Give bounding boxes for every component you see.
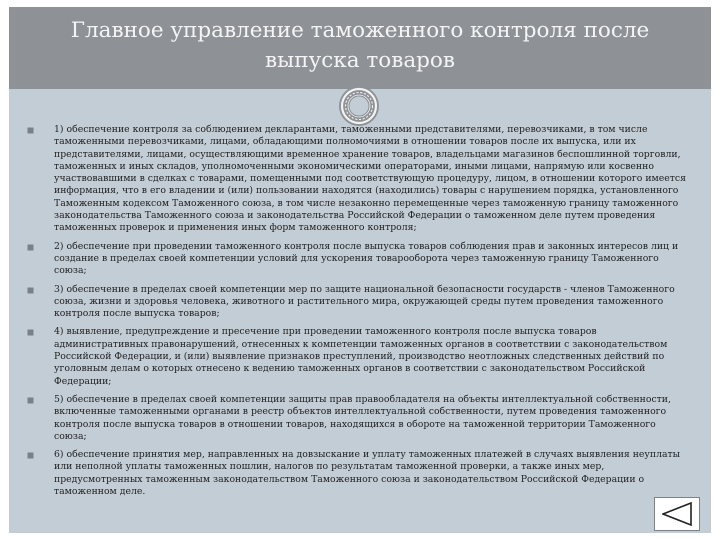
slide [9,7,711,533]
list-item-text: 6) обеспечение принятия мер, направленных на довзыскание и уплату таможенных платежей в случаях выявления неуплаты или неполной уплаты таможенных пошлин, налогов по результатам таможенной проверки, а также иных мер, предусмотренных таможенным законодательством Таможенного союза и законодательством Российской Федерации о таможенном деле. [54,449,681,498]
slide-header [9,7,711,89]
list-item-6 [41,449,689,498]
wreath-emblem-icon [338,85,380,127]
square-bullet-icon [27,287,34,294]
back-arrow-icon [662,502,692,526]
back-button[interactable] [654,497,700,531]
square-bullet-icon [27,244,34,251]
list-item-3 [41,284,689,321]
list-item-text: 3) обеспечение в пределах своей компетенции мер по защите национальной безопасности государств - членов Таможенного союза, жизни и здоровья человека, животного и растительного мира, окружающей среды путем проведения таможенного контроля после выпуска товаров; [54,283,675,320]
list-item-text: 1) обеспечение контроля за соблюдением декларантами, таможенными представителями, перевозчиками, в том числе таможенными перевозчиками, лицами, обладающими полномочиями в отношении товаров после их выпуска, или их представителями, лицами, осуществляющими временное хранение товаров, владельцами магазинов беспошлинной торговли, таможенных и иных складов, уполномоченными экономическими операторами, иными лицами, напрямую или косвенно участвовавшими в сделках с товарами, помещенными под соответствующую процедуру, лицом, в отношении которого имеется информация, что в его владении и (или) пользовании находятся (находились) товары с нарушением порядка, установленного Таможенным кодексом Таможенного союза, в том числе незаконно перемещенные через таможенную границу таможенного законодательства Таможенного союза и законодательства Российской Федерации о таможенном деле путем проведения таможенных проверок и применения иных форм таможенного контроля; [54,124,686,234]
square-bullet-icon [27,127,34,134]
square-bullet-icon [27,329,34,336]
list-item-text: 4) выявление, предупреждение и пресечение при проведении таможенного контроля после выпуска товаров административных правонарушений, отнесенных к компетенции таможенных органов в соответствии с законодательством Российской Федерации, и (или) выявление признаков преступлений, производство неотложных следственных действий по уголовным делам о которых отнесено к ведению таможенных органов в соответствии с законодательством Российской Федерации; [54,326,668,387]
square-bullet-icon [27,397,34,404]
list-item-1 [41,124,689,235]
square-bullet-icon [27,452,34,459]
list-item-text: 2) обеспечение при проведении таможенного контроля после выпуска товаров соблюдения прав и законных интересов лиц и создание в пределах своей компетенции условий для ускорения товарооборота через таможенную границу Таможенного союза; [54,240,679,277]
list-item-2 [41,241,689,278]
slide-title: Главное управление таможенного контроля после выпуска товаров [70,18,650,73]
list-item-4 [41,326,689,387]
list-item-text: 5) обеспечение в пределах своей компетенции защиты прав правообладателя на объекты интеллектуальной собственности, включенные таможенными органами в реестр объектов интеллектуальной собственности, путем проведения таможенного контроля после выпуска товаров в отношении товаров, находящихся в обороте на таможенной территории Таможенного союза; [54,393,671,442]
list-item-5 [41,394,689,443]
slide-content [41,124,689,504]
